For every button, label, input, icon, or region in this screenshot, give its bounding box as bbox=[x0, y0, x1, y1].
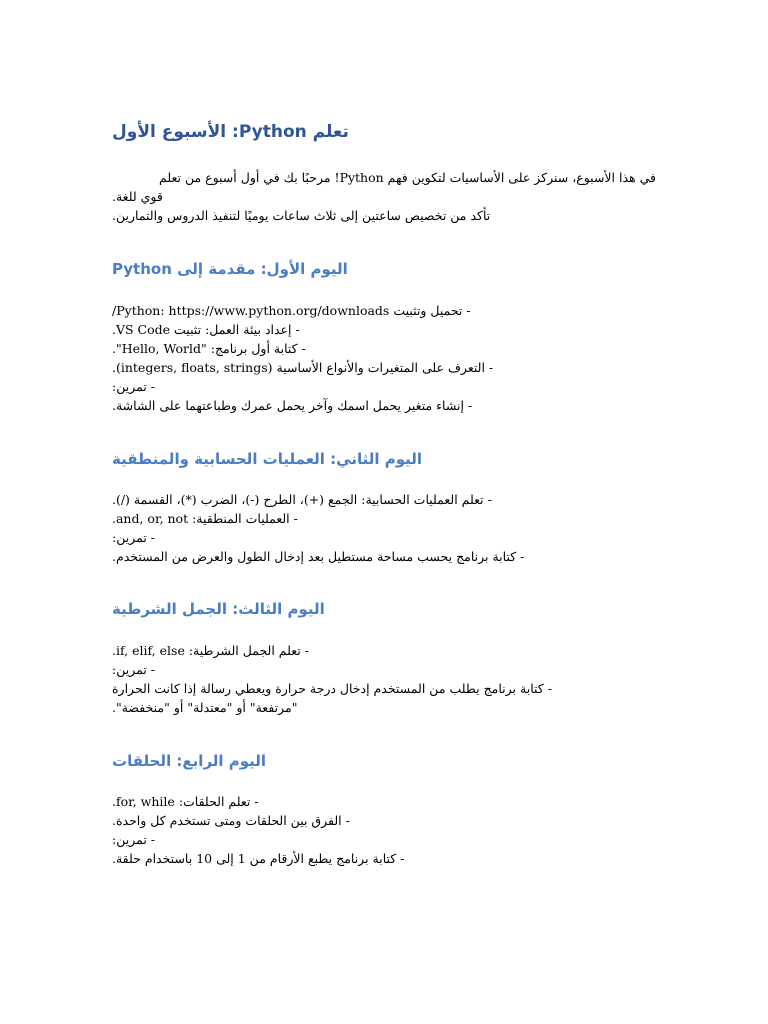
list-item: - تمرين: bbox=[112, 832, 156, 847]
day1-list bbox=[112, 301, 656, 415]
list-item: - العمليات المنطقية: and, or, not. bbox=[112, 511, 298, 526]
list-item: - إنشاء متغير يحمل اسمك وآخر يحمل عمرك وطباعتهما على الشاشة. bbox=[112, 398, 473, 413]
intro-line: في هذا الأسبوع، سنركز على الأساسيات لتكوين فهم Python! مرحبًا بك في أول أسبوع من تعلم bbox=[159, 170, 656, 185]
list-item: - تعلم الجمل الشرطية: if, elif, else. bbox=[112, 643, 309, 658]
day1-heading: اليوم الأول: مقدمة إلى Python bbox=[112, 260, 348, 278]
list-item: - تحميل وتثبيت Python: https://www.python.org/downloads/ bbox=[112, 303, 471, 318]
page-title: تعلم Python: الأسبوع الأول bbox=[112, 122, 349, 142]
list-item: - كتابة برنامج يحسب مساحة مستطيل بعد إدخال الطول والعرض من المستخدم. bbox=[112, 549, 525, 564]
list-item: - تمرين: bbox=[112, 662, 156, 677]
day2-heading: اليوم الثاني: العمليات الحسابية والمنطقية bbox=[112, 450, 423, 468]
list-item: - تعلم العمليات الحسابية: الجمع (+)، الطرح (-)، الضرب (*)، القسمة (/). bbox=[112, 492, 492, 507]
list-item: - تعلم الحلقات: for, while. bbox=[112, 794, 259, 809]
list-item: - كتابة برنامج يطلب من المستخدم إدخال درجة حرارة ويعطي رسالة إذا كانت الحرارة bbox=[112, 681, 552, 696]
day2-list bbox=[112, 490, 656, 566]
day3-heading: اليوم الثالث: الجمل الشرطية bbox=[112, 600, 325, 618]
list-item: "مرتفعة" أو "معتدلة" أو "منخفضة". bbox=[112, 700, 298, 715]
list-item: - تمرين: bbox=[112, 379, 156, 394]
list-item: - الفرق بين الحلقات ومتى تستخدم كل واحدة. bbox=[112, 813, 350, 828]
day4-list bbox=[112, 792, 656, 868]
list-item: - كتابة برنامج يطبع الأرقام من 1 إلى 10 باستخدام حلقة. bbox=[112, 851, 405, 866]
intro-line: قوي للغة. bbox=[112, 189, 163, 204]
list-item: - كتابة أول برنامج: "Hello, World". bbox=[112, 341, 306, 356]
intro-line: تأكد من تخصيص ساعتين إلى ثلاث ساعات يوميًا لتنفيذ الدروس والتمارين. bbox=[112, 208, 491, 223]
day3-list bbox=[112, 641, 656, 717]
intro-paragraph bbox=[112, 168, 656, 225]
list-item: - إعداد بيئة العمل: تثبيت VS Code. bbox=[112, 322, 300, 337]
list-item: - التعرف على المتغيرات والأنواع الأساسية (integers, floats, strings). bbox=[112, 360, 494, 375]
day4-heading: اليوم الرابع: الحلقات bbox=[112, 752, 267, 770]
list-item: - تمرين: bbox=[112, 530, 156, 545]
